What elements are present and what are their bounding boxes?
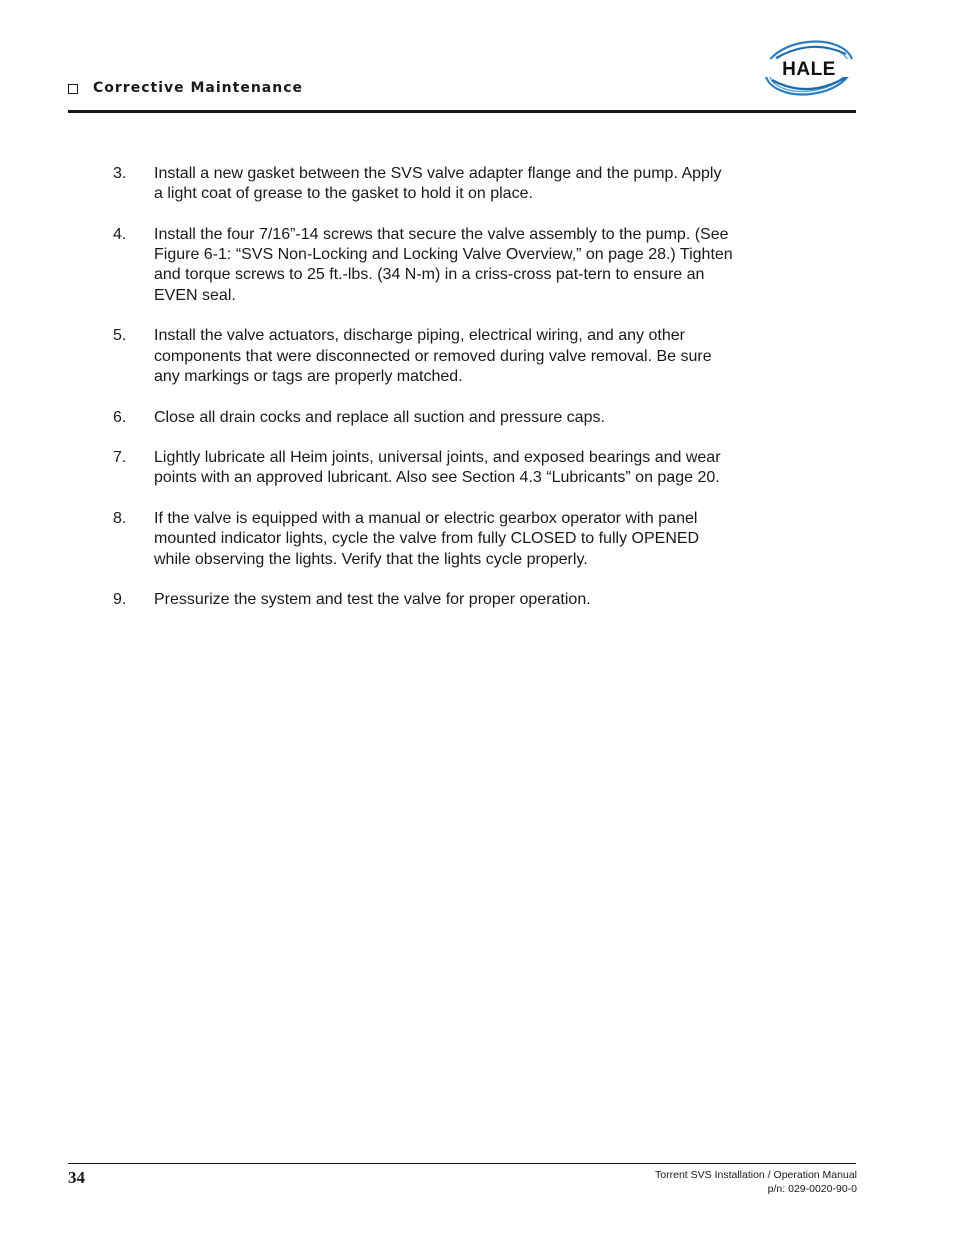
- manual-title: Torrent SVS Installation / Operation Manual: [655, 1169, 857, 1181]
- step-text: Install a new gasket between the SVS valve adapter flange and the pump. Apply a light coat of grease to the gasket to hold it on place.: [154, 165, 722, 203]
- step-number: 9.: [113, 591, 127, 609]
- step-number: 4.: [113, 225, 127, 243]
- footer-divider: [68, 1163, 856, 1164]
- checkbox-bullet-icon: [68, 84, 78, 94]
- step-text: Lightly lubricate all Heim joints, universal joints, and exposed bearings and wear points with an approved lubricant. Also see Section 4.3 “Lubricants” on page 20.: [154, 449, 721, 487]
- step-text: If the valve is equipped with a manual or electric gearbox operator with panel mounted indicator lights, cycle the valve from fully CLOSED to fully OPENED while observing the lights. Verify that the lights cycle properly.: [154, 510, 700, 568]
- step-number: 3.: [113, 165, 127, 182]
- section-title: Corrective Maintenance: [93, 80, 303, 96]
- footer-info: [655, 1168, 857, 1196]
- step-number: 8.: [113, 510, 127, 528]
- svg-text:HALE: HALE: [782, 59, 836, 80]
- step-item: [113, 326, 733, 387]
- step-text: Close all drain cocks and replace all suction and pressure caps.: [154, 408, 605, 426]
- header-divider: [68, 110, 856, 113]
- step-number: 6.: [113, 408, 127, 426]
- step-number: 5.: [113, 327, 127, 345]
- step-number: 7.: [113, 449, 127, 467]
- step-text: Install the four 7/16”-14 screws that secure the valve assembly to the pump. (See Figure 6-1: “SVS Non-Locking and Locking Valve Overview,” on page 28.) Tighten and torque screws to 25 ft.-lbs. (34 N-m) in a criss-cross pat-tern to ensure an EVEN seal.: [154, 225, 733, 304]
- procedure-steps: [113, 164, 733, 631]
- page-header: [68, 0, 856, 113]
- step-item: [113, 509, 733, 570]
- step-text: Install the valve actuators, discharge piping, electrical wiring, and any other components that were disconnected or removed during valve removal. Be sure any markings or tags are properly matched.: [154, 327, 712, 385]
- step-item: [113, 590, 733, 610]
- step-item: [113, 408, 733, 428]
- step-text: Pressurize the system and test the valve for proper operation.: [154, 591, 591, 609]
- hale-logo: [762, 36, 856, 102]
- page-number: 34: [68, 1168, 85, 1187]
- step-item: [113, 448, 733, 489]
- part-number: p/n: 029-0020-90-0: [767, 1183, 857, 1195]
- section-heading: [68, 80, 303, 96]
- step-item: [113, 164, 733, 205]
- step-item: [113, 225, 733, 306]
